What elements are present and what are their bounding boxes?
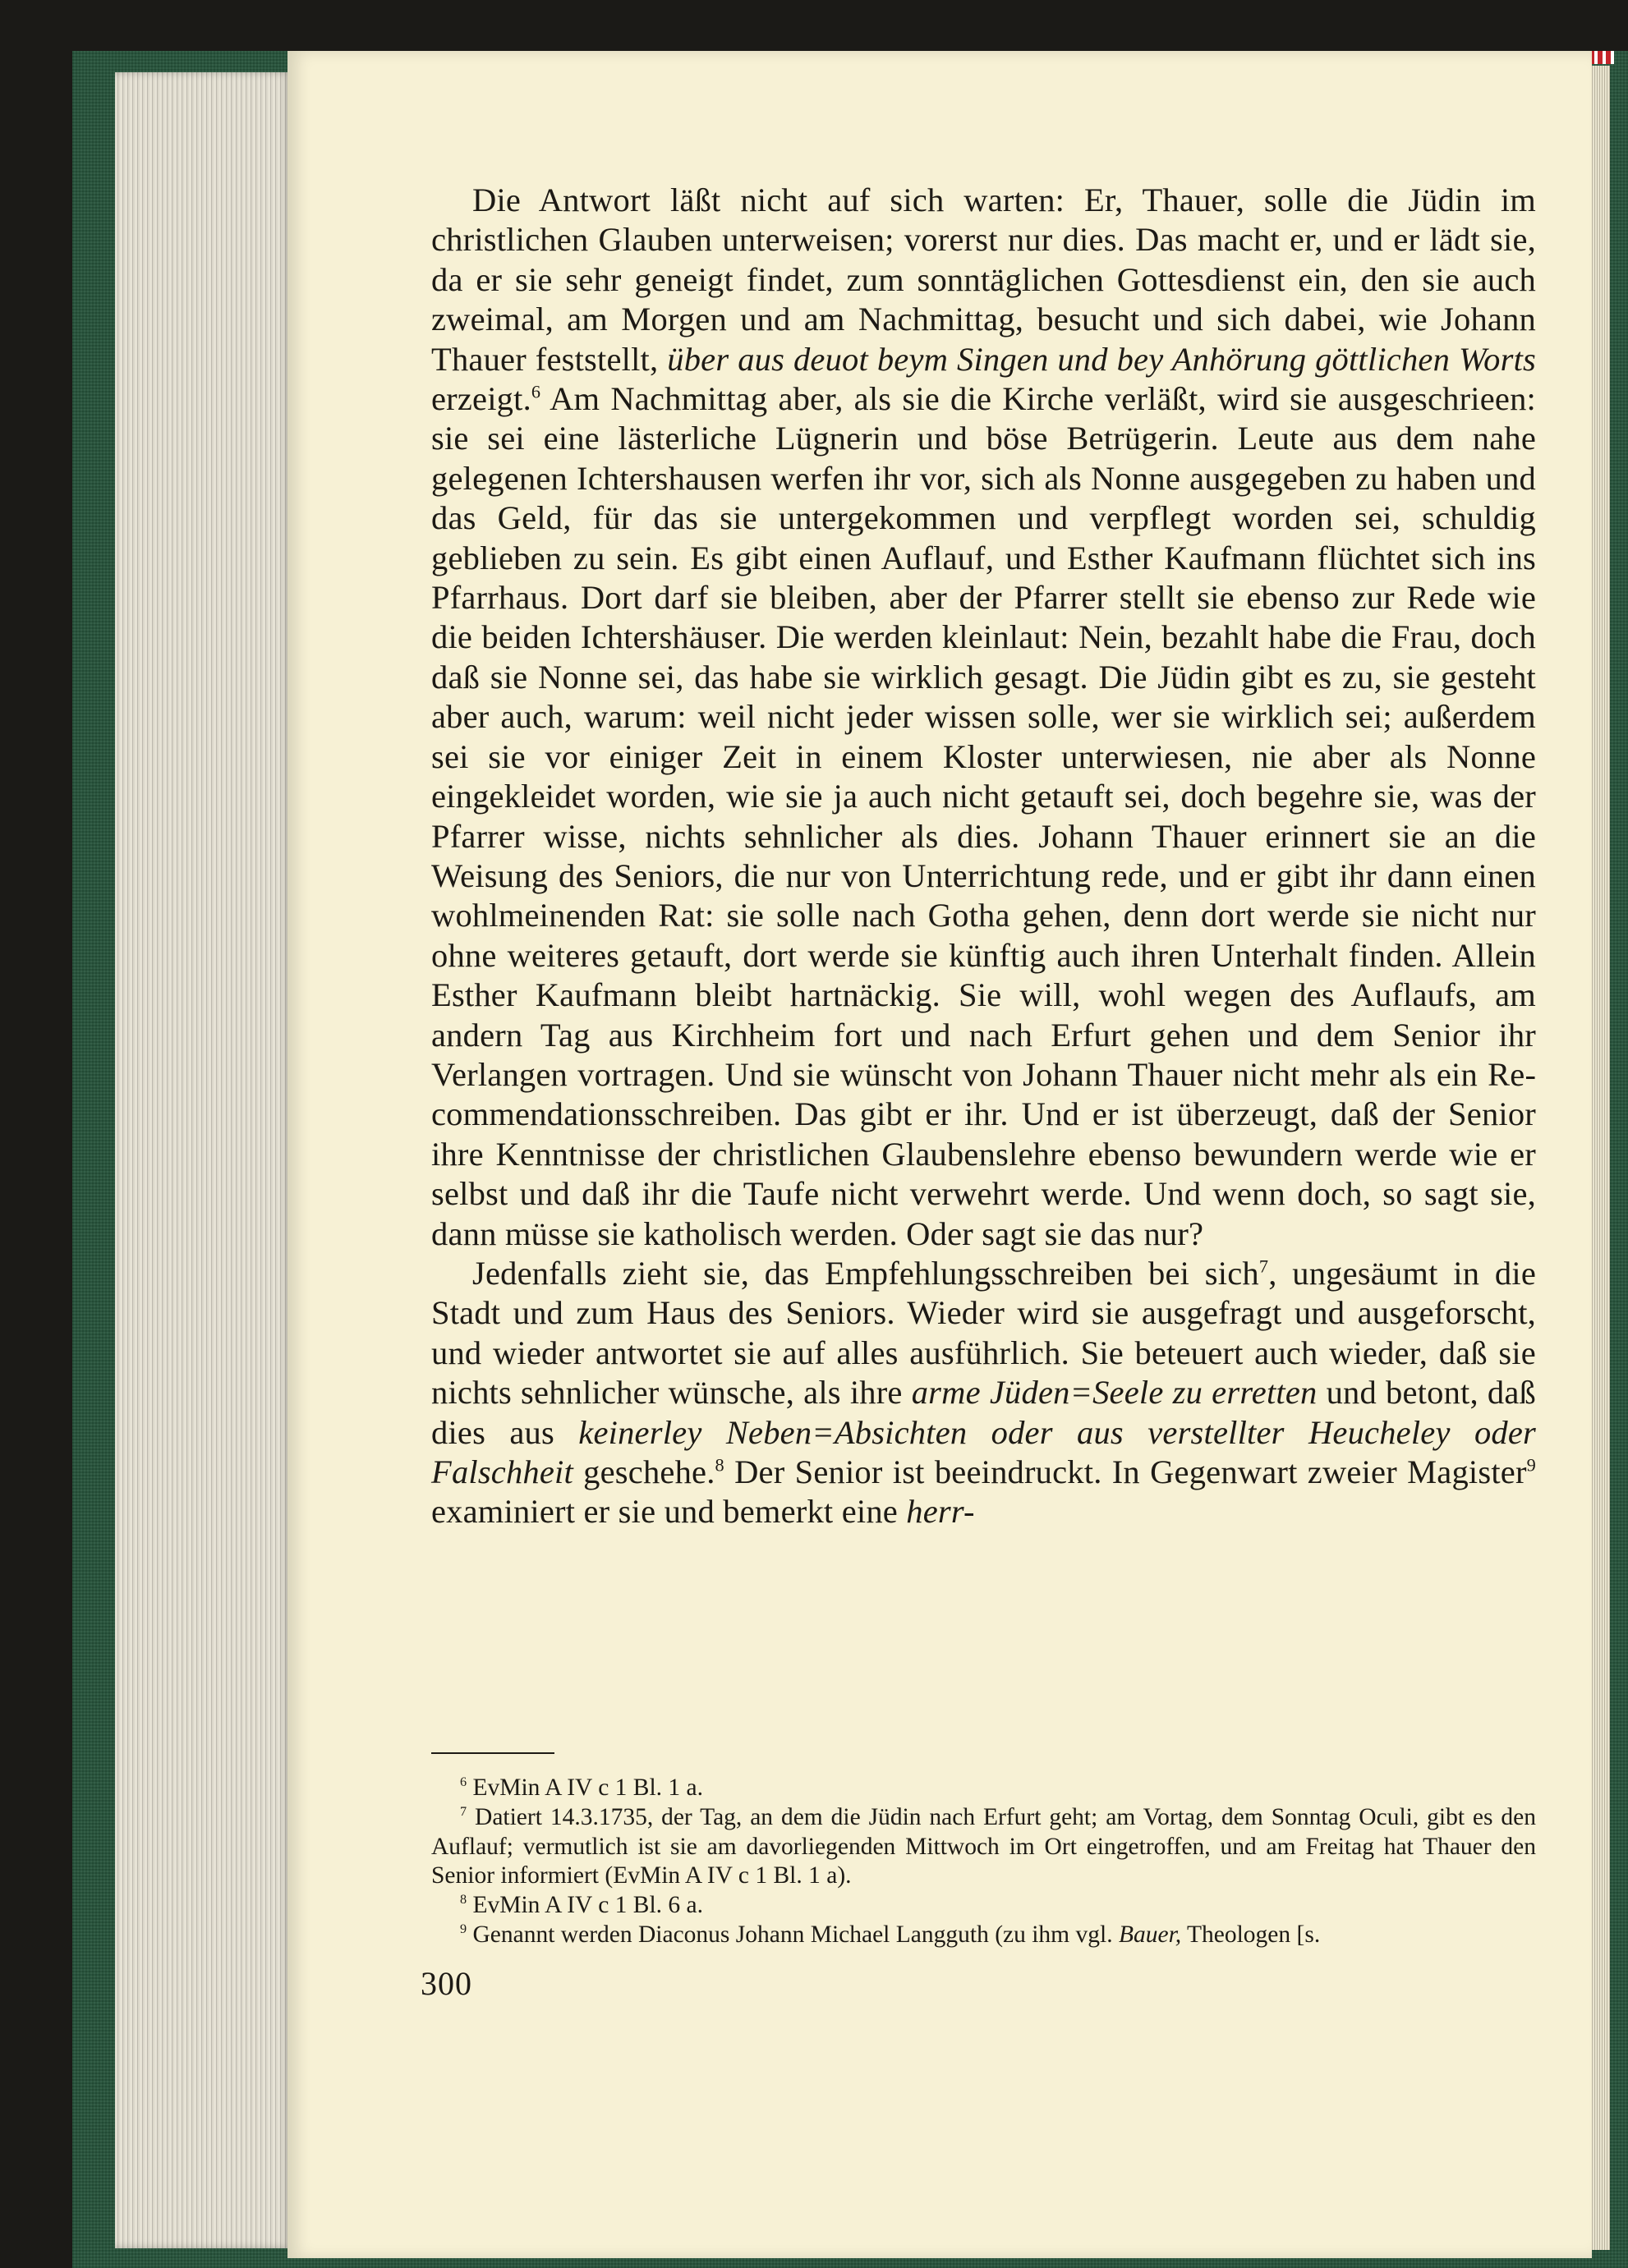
footnote-marker: 9 xyxy=(1526,1454,1537,1476)
paragraph: Jedenfalls zieht sie, das Empfehlungsschreiben bei sich$^7$, ungesäumt in die Stadt und zum Haus des Seniors. Wieder wird sie ausgefragt und ausgeforscht, und wieder antwortet sie auf alles ausführlich. Sie beteuert auch wieder, daß sie nichts sehnlicher wünsche, als ihre arme Jüden=Seele zu erretten und betont, daß dies aus keinerley Neben=Absichten oder aus verstellter Heucheley oder Falschheit geschehe.$^8$ Der Senior ist beeindruckt. In Gegenwart zweier Magister$^9$ examiniert er sie und bemerkt eine herr- xyxy=(431,1254,1537,1531)
paragraph: Die Antwort läßt nicht auf sich warten: Er, Thauer, solle die Jüdin im christlichen Glauben unterweisen; vorerst nur dies. Das macht er, und er lädt sie, da er sie sehr geneigt findet, zum sonntäglichen Gottesdienst ein, den sie auch zweimal, am Morgen und am Nachmittag, besucht und sich dabei, wie Johann Thauer feststellt, über aus deuot beym Singen und bey Anhörung göttlichen Worts erzeigt.$^6$ Am Nachmittag aber, als sie die Kirche verläßt, wird sie ausgeschrieen: sie sei eine lästerliche Lügnerin und böse Betrügerin. Leute aus dem nahe gelegenen Ichtershausen werfen ihr vor, sich als Nonne ausgegeben zu haben und das Geld, für das sie untergekommen und verpflegt worden sei, schuldig geblieben zu sein. Es gibt einen Auflauf, und Esther Kaufmann flüchtet sich ins Pfarrhaus. Dort darf sie bleiben, aber der Pfarrer stellt sie ebenso zur Rede wie die beiden Ichtershäuser. Die werden kleinlaut: Nein, bezahlt habe die Frau, doch daß sie Nonne sei, das habe sie wirklich gesagt. Die Jüdin gibt es zu, sie gesteht aber auch, warum: weil nicht jeder wissen solle, wer sie wirklich sei; außerdem sei sie vor einiger Zeit in einem Kloster unterwiesen, nie aber als Nonne eingekleidet worden, wie sie ja auch nicht getauft sei, doch begehre sie, was der Pfarrer wisse, nichts sehnlicher als dies. Johann Thauer erinnert sie an die Weisung des Seniors, die nur von Unterrichtung rede, und er gibt ihr dann einen wohlmeinenden Rat: sie solle nach Gotha gehen, denn dort werde sie nicht nur ohne weiteres getauft, dort werde sie künftig auch ihren Unterhalt finden. Allein Esther Kaufmann bleibt hartnäckig. Sie will, wohl wegen des Auflaufs, am andern Tag aus Kirchheim fort und nach Erfurt gehen und dem Senior ihr Verlangen vortragen. Und sie wünscht von Johann Thauer nicht mehr als ein Recommendationsschreiben. Das gibt er ihr. Und er ist überzeugt, daß der Senior ihre Kenntnisse der christlichen Glaubenslehre ebenso bewundern werde wie er selbst und daß ihr die Taufe nicht verwehrt werde. Und wenn doch, so sagt sie, dann müsse sie katholisch werden. Oder sagt sie das nur? xyxy=(431,181,1536,1252)
footnote-marker: 6 xyxy=(531,381,541,402)
italic-quote: über aus deuot beym Singen und bey Anhörung göttlichen Worts xyxy=(667,340,1536,378)
footnote: $^8$ EvMin A IV c 1 Bl. 6 a. xyxy=(460,1892,704,1919)
book-page xyxy=(287,51,1592,2258)
body-text xyxy=(431,181,1536,1532)
footnote-marker: 8 xyxy=(460,1892,467,1908)
footnote-marker: 8 xyxy=(715,1454,724,1476)
footnote-rule xyxy=(431,1752,554,1754)
italic-quote: keinerley Neben=Absichten oder aus verstellter Heucheley oder Falschheit xyxy=(431,1413,1536,1490)
footnote: $^7$ Datiert 14.3.1735, der Tag, an dem die Jüdin nach Erfurt geht; am Vortag, dem Sonntag Oculi, gibt es den Auflauf; vermutlich ist sie am davorliegenden Mittwoch im Ort eingetroffen, und am Freitag hat Thauer den Senior informiert (EvMin A IV c 1 Bl. 1 a). xyxy=(431,1803,1536,1889)
footnote-marker: 7 xyxy=(460,1803,467,1819)
page-edges-left xyxy=(115,72,292,2248)
footnotes xyxy=(431,1774,1536,1950)
page-number: 300 xyxy=(421,1965,472,2002)
footnote-marker: 6 xyxy=(460,1774,467,1790)
italic-quote: Bauer, xyxy=(1118,1921,1182,1948)
footnote: $^6$ EvMin A IV c 1 Bl. 1 a. xyxy=(460,1774,704,1801)
footnote: $^9$ Genannt werden Diaconus Johann Michael Langguth (zu ihm vgl. Bauer, Theologen [s. xyxy=(460,1921,1321,1948)
italic-quote: arme Jüden=Seele zu erretten xyxy=(911,1374,1318,1412)
italic-quote: herr- xyxy=(906,1493,975,1531)
footnote-marker: 9 xyxy=(460,1921,467,1937)
footnote-marker: 7 xyxy=(1258,1256,1269,1277)
